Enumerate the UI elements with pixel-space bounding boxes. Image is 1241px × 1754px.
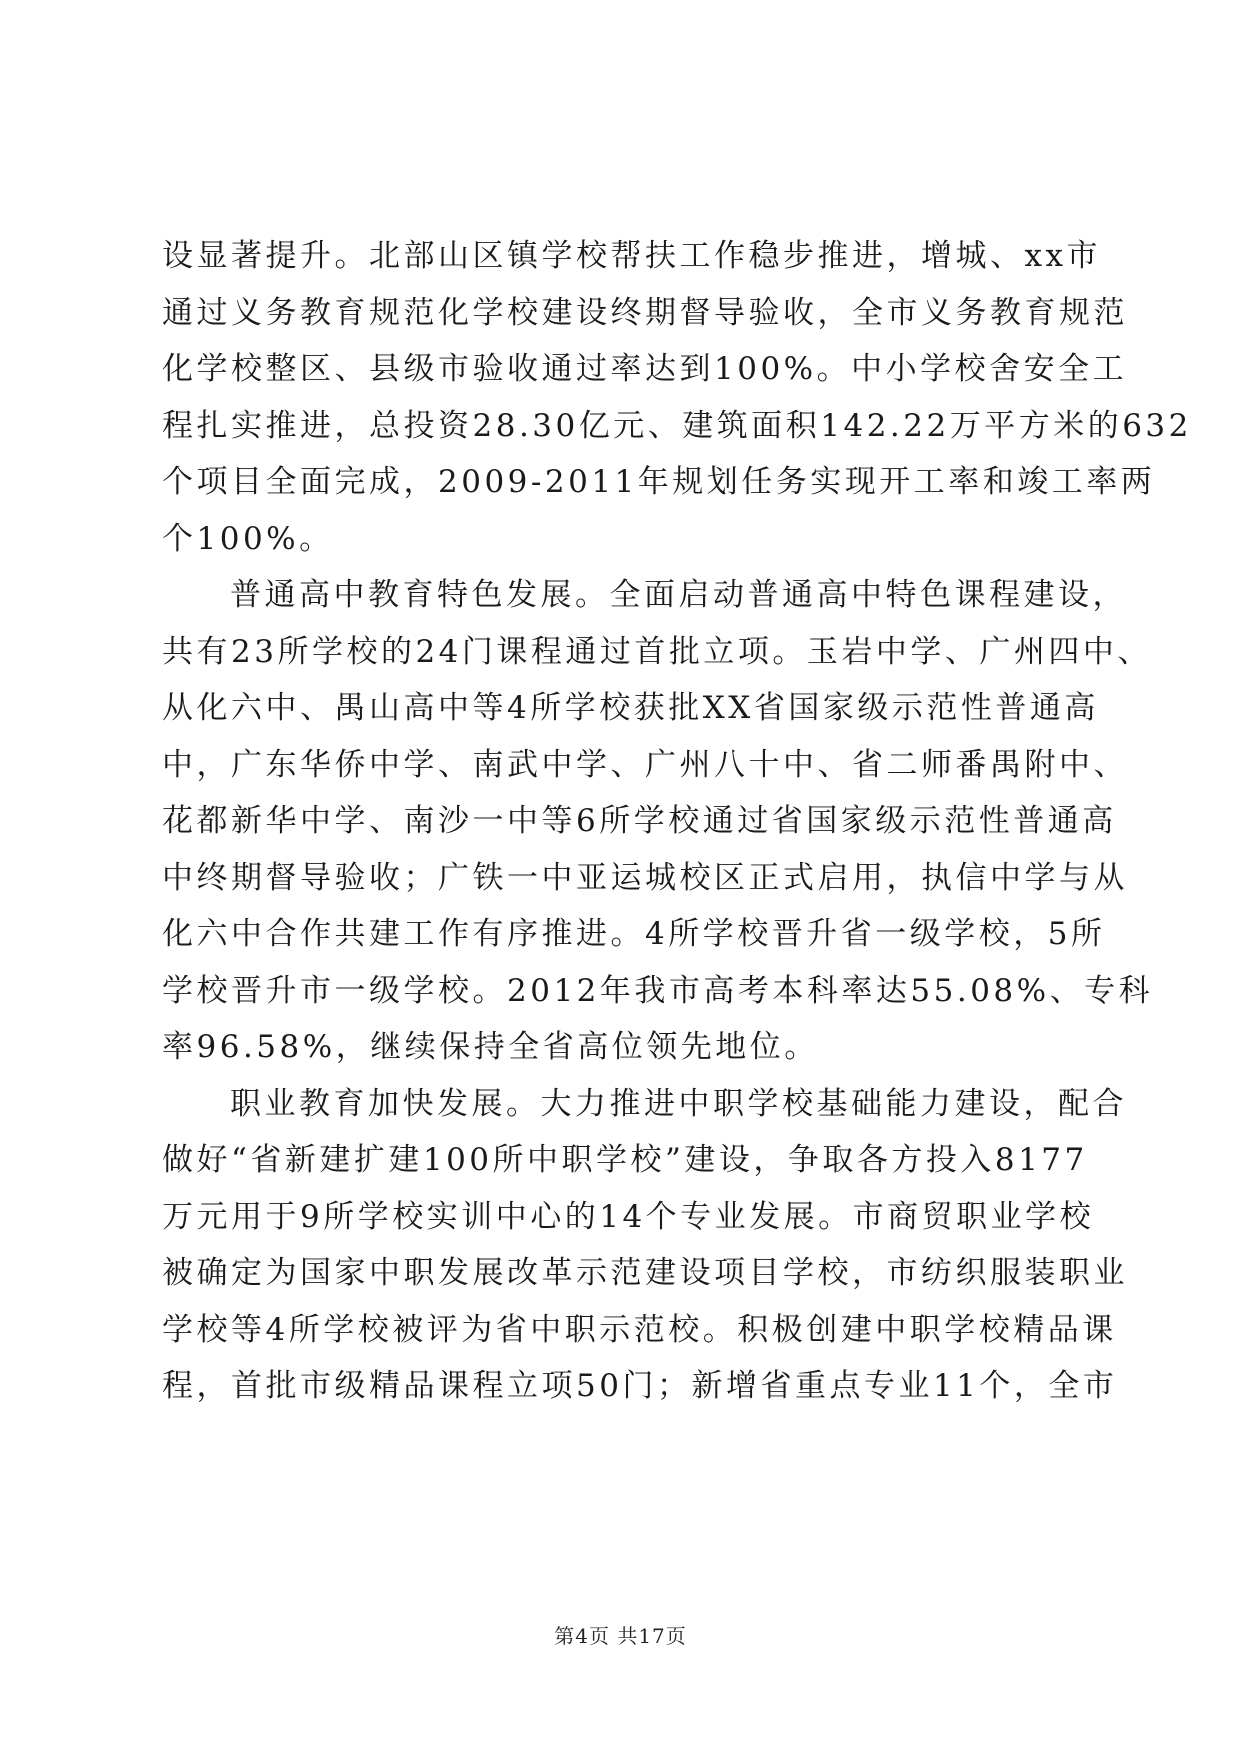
text-line: 设显著提升。北部山区镇学校帮扶工作稳步推进，增城、xx市 (162, 238, 1101, 274)
paragraph-first-line: 普通高中教育特色发展。全面启动普通高中特色课程建设， (230, 577, 1127, 613)
text-line: 程，首批市级精品课程立项50门；新增省重点专业11个，全市 (162, 1368, 1118, 1404)
text-line: 化六中合作共建工作有序推进。4所学校晋升省一级学校，5所 (162, 916, 1106, 952)
text-line: 中终期督导验收；广铁一中亚运城校区正式启用，执信中学与从 (162, 859, 1128, 896)
text-line: 学校等4所学校被评为省中职示范校。积极创建中职学校精品课 (162, 1311, 1117, 1348)
text-line: 花都新华中学、南沙一中等6所学校通过省国家级示范性普通高 (162, 803, 1117, 839)
text-line: 率96.58%，继续保持全省高位领先地位。 (162, 1029, 819, 1065)
text-line: 被确定为国家中职发展改革示范建设项目学校，市纺织服装职业 (162, 1255, 1128, 1291)
text-line: 化学校整区、县级市验收通过率达到100%。中小学校舍安全工 (162, 351, 1128, 387)
text-line: 程扎实推进，总投资28.30亿元、建筑面积142.22万平方米的632 (162, 407, 1192, 444)
text-line: 通过义务教育规范化学校建设终期督导验收，全市义务教育规范 (162, 294, 1128, 331)
paragraph-first-line: 职业教育加快发展。大力推进中职学校基础能力建设，配合 (230, 1085, 1127, 1122)
text-line: 个项目全面完成，2009-2011年规划任务实现开工率和竣工率两 (162, 464, 1156, 500)
text-line: 个100%。 (162, 520, 334, 557)
text-line: 做好“省新建扩建100所中职学校”建设，争取各方投入8177 (162, 1142, 1088, 1178)
text-line: 从化六中、禺山高中等4所学校获批XX省国家级示范性普通高 (162, 690, 1099, 726)
document-body (162, 228, 1192, 1415)
page-footer: 第4页 共17页 (554, 1624, 687, 1648)
text-line: 中，广东华侨中学、南武中学、广州八十中、省二师番禺附中、 (162, 746, 1128, 783)
text-line: 学校晋升市一级学校。2012年我市高考本科率达55.08%、专科 (162, 972, 1154, 1009)
text-line: 共有23所学校的24门课程通过首批立项。玉岩中学、广州四中、 (162, 633, 1152, 670)
text-line: 万元用于9所学校实训中心的14个专业发展。市商贸职业学校 (162, 1198, 1095, 1235)
